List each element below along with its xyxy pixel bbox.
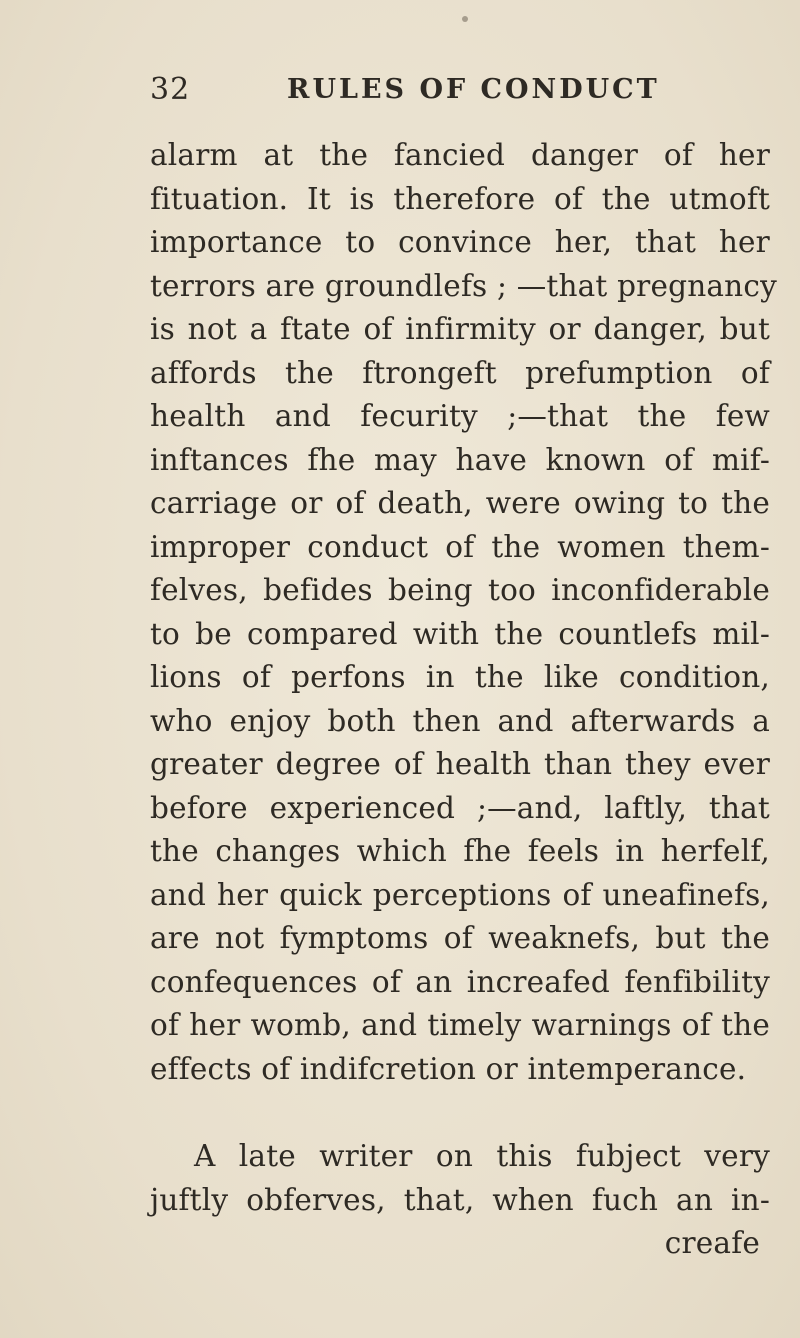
paragraph-gap bbox=[150, 1091, 770, 1135]
body-text bbox=[150, 134, 777, 1266]
text-line: are not fymptoms of weaknefs, but the bbox=[150, 921, 770, 955]
text-line: of her womb, and timely warnings of the bbox=[150, 1008, 770, 1042]
paragraph-1 bbox=[150, 134, 777, 1091]
running-title: RULES OF CONDUCT bbox=[287, 74, 660, 105]
text-line: terrors are groundlefs ; —that pregnancy bbox=[150, 268, 777, 303]
text-line: effects of indifcretion or intemperance. bbox=[150, 1051, 747, 1086]
text-line: lions of perfons in the like condition, bbox=[150, 660, 770, 694]
running-head bbox=[150, 72, 780, 116]
text-line: carriage or of death, were owing to the bbox=[150, 486, 770, 520]
text-line: greater degree of health than they ever bbox=[150, 747, 770, 781]
text-line: improper conduct of the women them- bbox=[150, 529, 770, 564]
text-line: to be compared with the countlefs mil- bbox=[150, 616, 770, 651]
text-line: confequences of an increafed fenfibility bbox=[150, 964, 770, 999]
text-line: affords the ftrongeft prefumption of bbox=[150, 355, 770, 390]
text-line: importance to convince her, that her bbox=[150, 225, 770, 259]
paragraph-2 bbox=[150, 1135, 770, 1222]
text-line: fituation. It is therefore of the utmoft bbox=[150, 181, 770, 216]
text-line: and her quick perceptions of uneafinefs, bbox=[150, 877, 770, 912]
text-line: felves, befides being too inconfiderable bbox=[150, 573, 770, 607]
text-line: before experienced ;—and, laftly, that bbox=[150, 790, 770, 825]
catchword: creafe bbox=[664, 1226, 760, 1260]
text-line: alarm at the fancied danger of her bbox=[150, 138, 770, 172]
text-line: who enjoy both then and afterwards a bbox=[150, 703, 770, 738]
text-line: health and fecurity ;—that the few bbox=[150, 399, 770, 433]
text-line: juftly obferves, that, when fuch an in- bbox=[150, 1182, 770, 1217]
text-line: A late writer on this fubject very bbox=[194, 1139, 770, 1173]
text-line: the changes which fhe feels in herfelf, bbox=[150, 834, 770, 868]
page-number: 32 bbox=[150, 72, 191, 107]
ink-speck bbox=[462, 16, 468, 22]
text-line: inftances fhe may have known of mif- bbox=[150, 442, 770, 477]
text-line: is not a ftate of infirmity or danger, but bbox=[150, 312, 770, 346]
